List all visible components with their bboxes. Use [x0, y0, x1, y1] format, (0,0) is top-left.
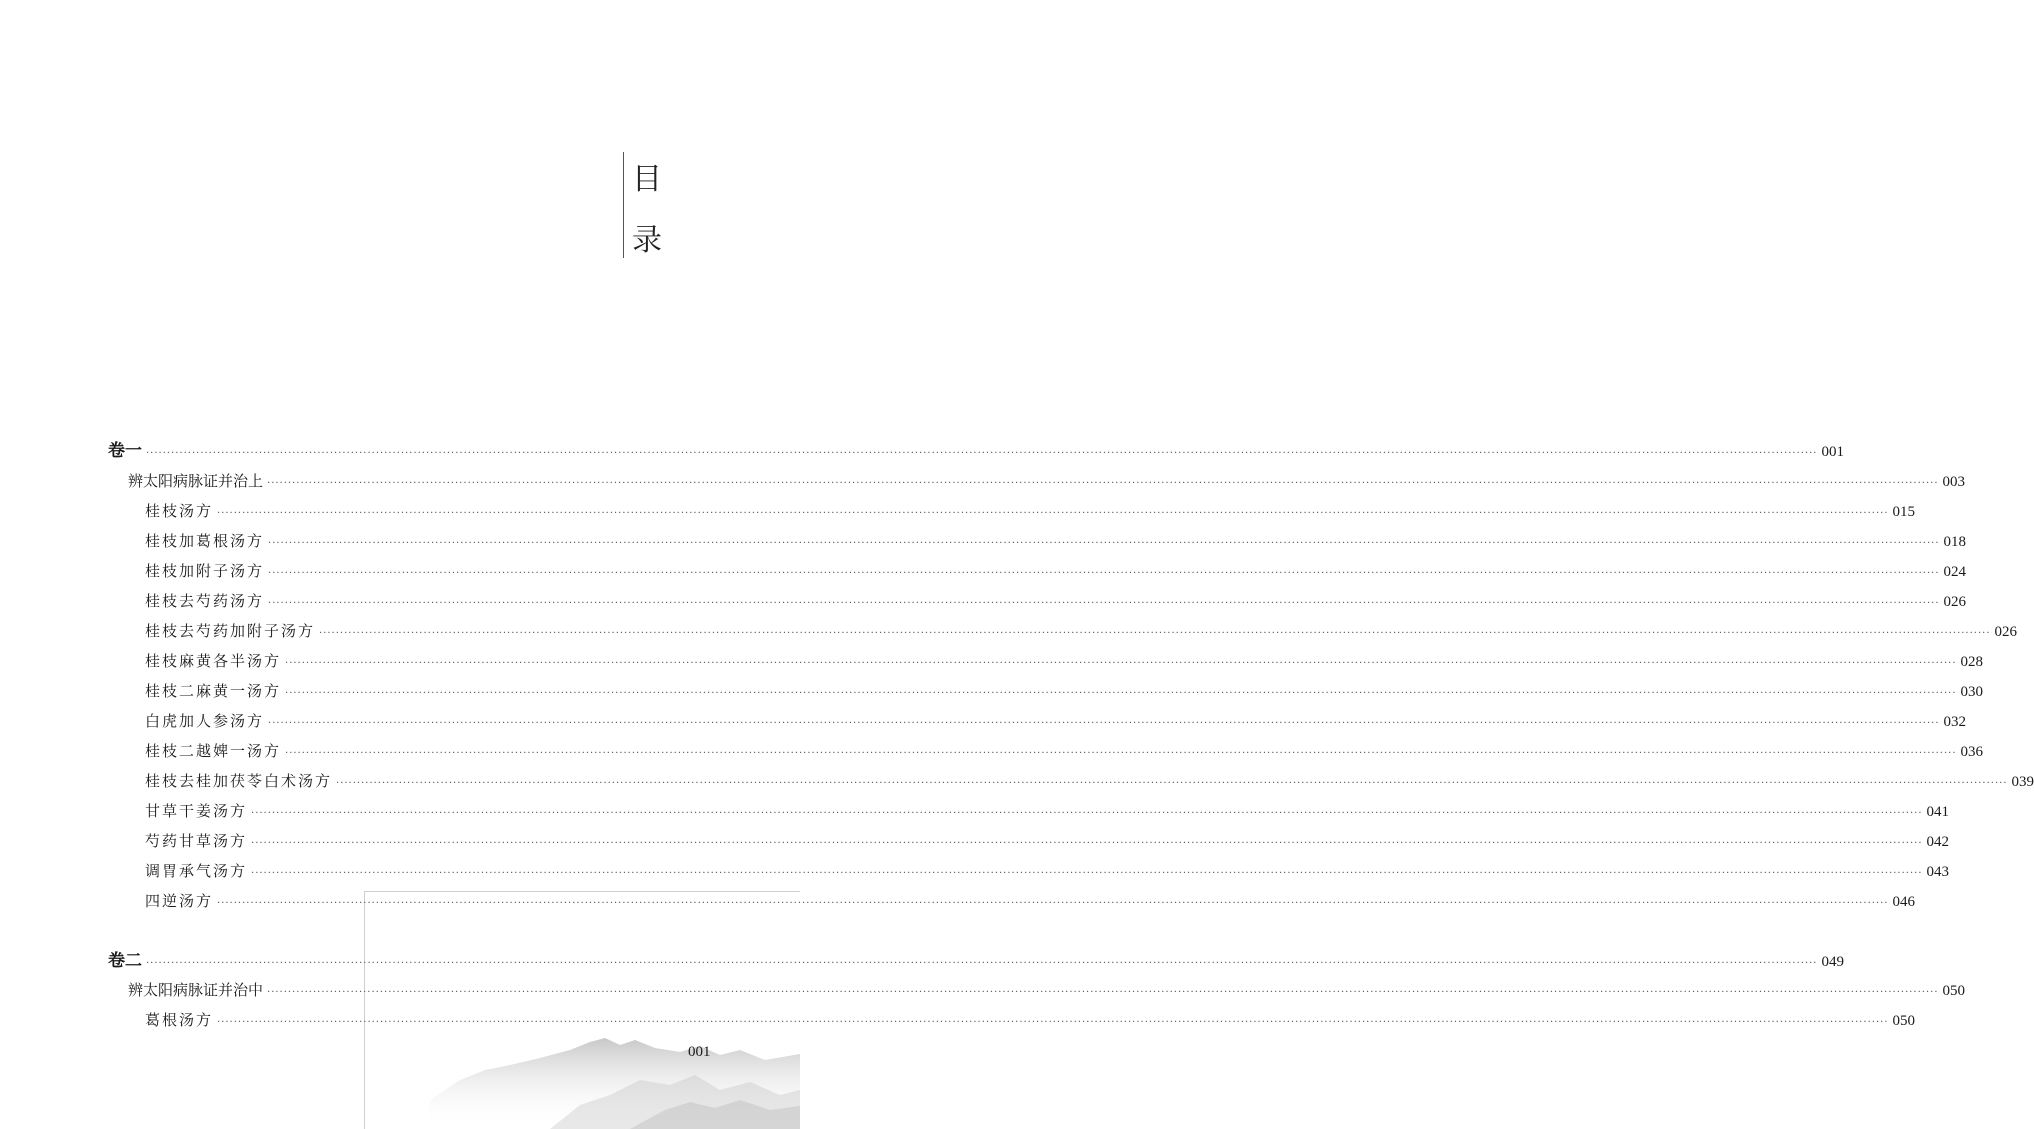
toc-formula-entry[interactable]	[145, 799, 1949, 823]
toc-dot-leader: ················································································································································································································································································································································································································	[267, 987, 1939, 998]
toc-entry-title: 调胃承气汤方	[145, 862, 248, 880]
toc-dot-leader: ················································································································································································································································································································································································································	[319, 628, 1991, 639]
toc-formula-entry[interactable]	[145, 889, 1915, 913]
toc-formula-entry[interactable]	[145, 1008, 1915, 1032]
toc-entry-title: 芍药甘草汤方	[145, 832, 248, 850]
toc-entry-page-number: 046	[1892, 894, 1915, 910]
toc-entry-title: 白虎加人参汤方	[145, 712, 265, 730]
toc-dot-leader: ················································································································································································································································································································································································································	[217, 508, 1889, 519]
toc-dot-leader: ················································································································································································································································································································································································································	[285, 748, 1957, 759]
toc-entry-page-number: 001	[1821, 444, 1844, 460]
toc-volume-entry[interactable]	[108, 439, 1844, 463]
toc-heading-char-1: 目	[632, 162, 662, 197]
toc-entry-title: 葛根汤方	[145, 1011, 214, 1029]
toc-dot-leader: ················································································································································································································································································································································································································	[285, 688, 1957, 699]
toc-entry-title: 桂枝加附子汤方	[145, 562, 265, 580]
toc-dot-leader: ················································································································································································································································································································································································································	[251, 838, 1923, 849]
toc-dot-leader: ················································································································································································································································································································································································································	[285, 658, 1957, 669]
toc-dot-leader: ················································································································································································································································································································································································································	[217, 1017, 1889, 1028]
toc-entry-page-number: 050	[1942, 983, 1965, 999]
toc-entry-page-number: 041	[1926, 804, 1949, 820]
toc-entry-title: 桂枝加葛根汤方	[145, 532, 265, 550]
toc-chapter-entry[interactable]	[128, 469, 1965, 493]
toc-dot-leader: ················································································································································································································································································································································································································	[251, 808, 1923, 819]
title-divider-line	[623, 152, 624, 258]
toc-entry-title: 桂枝汤方	[145, 502, 214, 520]
toc-dot-leader: ················································································································································································································································································································································································································	[146, 448, 1818, 459]
toc-dot-leader: ················································································································································································································································································································································································································	[217, 898, 1889, 909]
page-number: 001	[688, 1044, 711, 1060]
toc-volume-entry[interactable]	[108, 949, 1844, 973]
toc-dot-leader: ················································································································································································································································································································································································································	[268, 538, 1940, 549]
toc-entry-title: 桂枝去桂加茯苓白术汤方	[145, 772, 333, 790]
toc-formula-entry[interactable]	[145, 679, 1983, 703]
toc-entry-title: 桂枝去芍药加附子汤方	[145, 622, 316, 640]
toc-entry-page-number: 042	[1926, 834, 1949, 850]
toc-formula-entry[interactable]	[145, 739, 1983, 763]
toc-formula-entry[interactable]	[145, 709, 1966, 733]
toc-entry-title: 甘草干姜汤方	[145, 802, 248, 820]
toc-heading-char-2: 录	[632, 223, 662, 258]
toc-entry-page-number: 003	[1942, 474, 1965, 490]
toc-formula-entry[interactable]	[145, 619, 2017, 643]
toc-dot-leader: ················································································································································································································································································································································································································	[268, 598, 1940, 609]
toc-entry-page-number: 036	[1960, 744, 1983, 760]
toc-formula-entry[interactable]	[145, 559, 1966, 583]
toc-entry-page-number: 039	[2011, 774, 2034, 790]
toc-entry-title: 四逆汤方	[145, 892, 214, 910]
toc-entry-title: 辨太阳病脉证并治上	[128, 472, 264, 490]
toc-formula-entry[interactable]	[145, 829, 1949, 853]
toc-formula-entry[interactable]	[145, 859, 1949, 883]
toc-entry-title: 卷一	[108, 441, 142, 461]
toc-entry-title: 桂枝麻黄各半汤方	[145, 652, 282, 670]
toc-entry-page-number: 032	[1943, 714, 1966, 730]
toc-formula-entry[interactable]	[145, 499, 1915, 523]
toc-entry-title: 桂枝去芍药汤方	[145, 592, 265, 610]
toc-entry-page-number: 050	[1892, 1013, 1915, 1029]
toc-dot-leader: ················································································································································································································································································································································································································	[268, 568, 1940, 579]
toc-entry-page-number: 018	[1943, 534, 1966, 550]
toc-dot-leader: ················································································································································································································································································································································································································	[251, 868, 1923, 879]
toc-entry-page-number: 015	[1892, 504, 1915, 520]
toc-dot-leader: ················································································································································································································································································································································································································	[146, 958, 1818, 969]
toc-entry-page-number: 026	[1994, 624, 2017, 640]
toc-dot-leader: ················································································································································································································································································································································································································	[268, 718, 1940, 729]
toc-formula-entry[interactable]	[145, 529, 1966, 553]
toc-entry-page-number: 049	[1821, 954, 1844, 970]
toc-entry-page-number: 043	[1926, 864, 1949, 880]
toc-chapter-entry[interactable]	[128, 978, 1965, 1002]
toc-entry-title: 卷二	[108, 951, 142, 971]
toc-dot-leader: ················································································································································································································································································································································································································	[267, 478, 1939, 489]
toc-entry-title: 桂枝二麻黄一汤方	[145, 682, 282, 700]
toc-formula-entry[interactable]	[145, 769, 2034, 793]
toc-entry-page-number: 026	[1943, 594, 1966, 610]
toc-entry-title: 辨太阳病脉证并治中	[128, 981, 264, 999]
toc-formula-entry[interactable]	[145, 589, 1966, 613]
toc-entry-title: 桂枝二越婢一汤方	[145, 742, 282, 760]
toc-entry-page-number: 028	[1960, 654, 1983, 670]
toc-entry-page-number: 030	[1960, 684, 1983, 700]
toc-formula-entry[interactable]	[145, 649, 1983, 673]
toc-entry-page-number: 024	[1943, 564, 1966, 580]
toc-dot-leader: ················································································································································································································································································································································································································	[336, 778, 2008, 789]
